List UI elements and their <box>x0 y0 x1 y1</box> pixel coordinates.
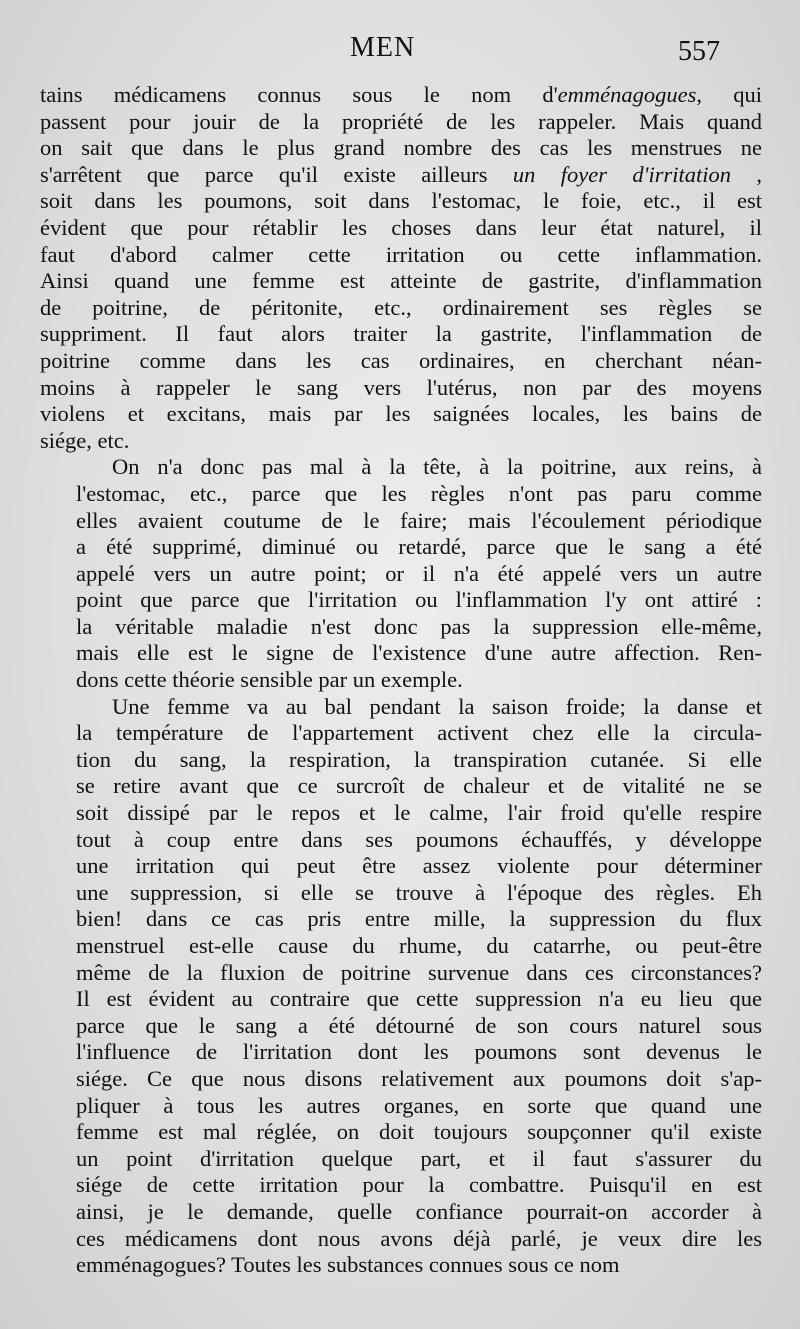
text-segment: siége. Ce que nous disons relativement aux poumons doit s'ap- <box>76 1065 762 1091</box>
text-segment: siége de cette irritation pour la combattre. Puisqu'il en est <box>76 1172 762 1198</box>
text-segment: passent pour jouir de la propriété de les rappeler. Mais quand <box>40 108 762 134</box>
text-line <box>40 215 762 242</box>
text-segment: Il est évident au contraire que cette suppression n'a eu lieu que <box>76 986 762 1012</box>
paragraph <box>40 694 762 1279</box>
text-line <box>40 1119 762 1146</box>
text-segment: tion du sang, la respiration, la transpiration cutanée. Si elle <box>76 746 762 772</box>
text-line <box>40 1226 762 1253</box>
text-segment: mais elle est le signe de l'existence d'une autre affection. Ren- <box>76 640 762 666</box>
text-line <box>40 508 762 535</box>
text-line <box>40 454 762 481</box>
text-segment: siége, etc. <box>40 427 130 453</box>
text-line <box>40 375 762 402</box>
text-line <box>40 747 762 774</box>
text-line <box>40 242 762 269</box>
paragraph <box>40 82 762 454</box>
text-segment: l'estomac, etc., parce que les règles n'ont pas paru comme <box>76 480 762 506</box>
text-segment: s'arrêtent que parce qu'il existe ailleurs <box>40 161 513 187</box>
text-segment: menstruel est-elle cause du rhume, du catarrhe, ou peut-être <box>76 933 762 958</box>
text-segment: la véritable maladie n'est donc pas la suppression elle-même, <box>76 613 762 639</box>
italic-text: un foyer d'irritation <box>512 161 731 187</box>
text-line <box>40 561 762 588</box>
text-line <box>40 1252 762 1279</box>
text-line <box>40 1066 762 1093</box>
text-line <box>40 1199 762 1226</box>
text-line <box>40 321 762 348</box>
text-segment: tains médicamens connus sous le nom d' <box>40 82 558 107</box>
text-segment: moins à rappeler le sang vers l'utérus, non par des moyens <box>40 374 762 400</box>
text-line <box>40 614 762 641</box>
text-segment: parce que le sang a été détourné de son cours naturel sous <box>76 1012 762 1038</box>
text-segment: une irritation qui peut être assez violente pour déterminer <box>76 853 762 879</box>
text-line <box>40 428 762 455</box>
text-line <box>40 694 762 721</box>
text-line <box>40 933 762 960</box>
text-segment: On n'a donc pas mal à la tête, à la poitrine, aux reins, à <box>112 454 762 480</box>
text-line <box>40 401 762 428</box>
text-line <box>40 827 762 854</box>
text-line <box>40 773 762 800</box>
text-segment: , <box>730 161 762 187</box>
text-segment: même de la fluxion de poitrine survenue dans ces circonstances? <box>76 959 762 985</box>
text-line <box>40 800 762 827</box>
text-segment: faut d'abord calmer cette irritation ou cette inflammation. <box>40 241 762 267</box>
text-segment: a été supprimé, diminué ou retardé, parce que le sang a été <box>76 534 762 560</box>
text-segment: femme est mal réglée, on doit toujours soupçonner qu'il existe <box>76 1119 762 1145</box>
text-segment: soit dans les poumons, soit dans l'estomac, le foie, etc., il est <box>40 188 762 214</box>
text-segment: bien! dans ce cas pris entre mille, la suppression du flux <box>76 906 762 932</box>
text-segment: on sait que dans le plus grand nombre des cas les menstrues ne <box>40 135 762 161</box>
text-line <box>40 534 762 561</box>
text-line <box>40 1093 762 1120</box>
paragraph <box>40 454 762 693</box>
page-header <box>0 30 800 70</box>
text-line <box>40 640 762 667</box>
text-line <box>40 188 762 215</box>
text-segment: emménagogues? Toutes les substances connues sous ce nom <box>76 1252 620 1278</box>
text-segment: dons cette théorie sensible par un exemple. <box>76 667 463 693</box>
text-line <box>40 481 762 508</box>
text-segment: la température de l'appartement activent chez elle la circula- <box>76 720 762 746</box>
text-segment: , qui <box>696 82 762 107</box>
text-segment: suppriment. Il faut alors traiter la gastrite, l'inflammation de <box>40 321 762 347</box>
text-line <box>40 986 762 1013</box>
text-segment: évident que pour rétablir les choses dans leur état naturel, il <box>40 214 762 240</box>
text-segment: point que parce que l'irritation ou l'inflammation l'y ont attiré : <box>76 587 762 613</box>
italic-text: emménagogues <box>557 82 697 107</box>
text-segment: l'influence de l'irritation dont les poumons sont devenus le <box>76 1039 762 1065</box>
text-segment: une suppression, si elle se trouve à l'époque des règles. Eh <box>76 879 762 905</box>
text-line <box>40 853 762 880</box>
text-segment: un point d'irritation quelque part, et il faut s'assurer du <box>76 1145 762 1171</box>
text-line <box>40 295 762 322</box>
text-line <box>40 348 762 375</box>
text-segment: elles avaient coutume de le faire; mais l'écoulement périodique <box>76 507 762 533</box>
text-segment: pliquer à tous les autres organes, en sorte que quand une <box>76 1092 762 1118</box>
text-segment: soit dissipé par le repos et le calme, l'air froid qu'elle respire <box>76 800 762 826</box>
text-line <box>40 1013 762 1040</box>
text-line <box>40 960 762 987</box>
text-line <box>40 268 762 295</box>
text-segment: ces médicamens dont nous avons déjà parlé, je veux dire les <box>76 1225 762 1251</box>
text-segment: de poitrine, de péritonite, etc., ordinairement ses règles se <box>40 294 762 320</box>
text-segment: appelé vers un autre point; or il n'a été appelé vers un autre <box>76 560 762 586</box>
text-line <box>40 906 762 933</box>
text-line <box>40 109 762 136</box>
text-line <box>40 1146 762 1173</box>
text-line <box>40 135 762 162</box>
text-segment: tout à coup entre dans ses poumons échauffés, y développe <box>76 826 762 852</box>
text-segment: ainsi, je le demande, quelle confiance pourrait-on accorder à <box>76 1198 762 1224</box>
running-head: MEN <box>350 32 416 63</box>
text-segment: violens et excitans, mais par les saignées locales, les bains de <box>40 401 762 427</box>
text-line <box>40 667 762 694</box>
text-line <box>40 720 762 747</box>
text-segment: Ainsi quand une femme est atteinte de gastrite, d'inflammation <box>40 268 762 294</box>
text-line <box>40 1172 762 1199</box>
text-line <box>40 162 762 189</box>
text-line <box>40 1039 762 1066</box>
text-line <box>40 82 762 109</box>
text-segment: poitrine comme dans les cas ordinaires, en cherchant néan- <box>40 347 762 373</box>
body-text <box>40 82 762 1279</box>
text-segment: se retire avant que ce surcroît de chaleur et de vitalité ne se <box>76 773 762 799</box>
page-number: 557 <box>678 36 720 67</box>
text-line <box>40 587 762 614</box>
text-line <box>40 880 762 907</box>
text-segment: Une femme va au bal pendant la saison froide; la danse et <box>112 693 762 719</box>
